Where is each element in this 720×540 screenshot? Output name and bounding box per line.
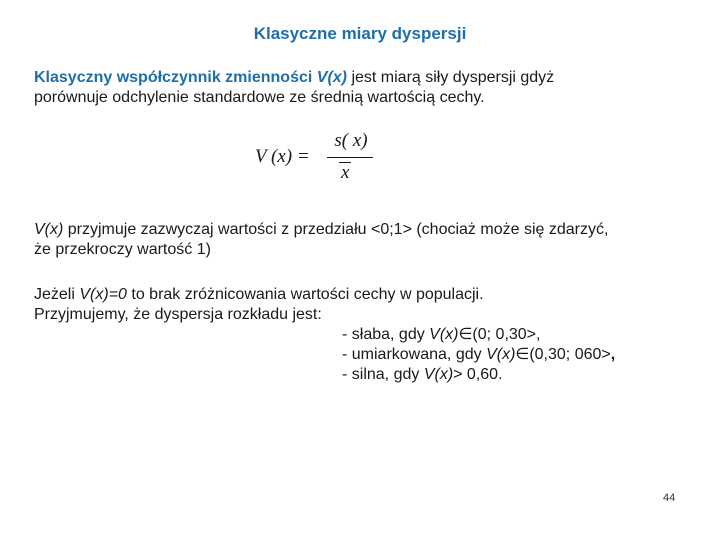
- list-item-strong: [34, 365, 694, 385]
- classification-prefix: Jeżeli: [34, 286, 80, 303]
- range-line-1: [34, 220, 694, 240]
- item-symbol: V(x): [429, 326, 459, 343]
- item-text: - słaba, gdy: [342, 326, 430, 343]
- definition-line-1: [34, 68, 694, 88]
- definition-line-2: porównuje odchylenie standardowe ze średnią wartością cechy.: [34, 89, 485, 106]
- list-item-weak: [34, 325, 694, 345]
- classification-rest: to brak zróżnicowania wartości cechy w populacji.: [126, 286, 484, 303]
- fraction-bar: [327, 157, 373, 158]
- formula-denominator: [339, 162, 351, 184]
- item-range: ∈(0,30; 060>: [515, 346, 611, 363]
- range-rest: przyjmuje zazwyczaj wartości z przedziału <0;1> (chociaż może się zdarzyć,: [63, 221, 609, 238]
- item-range: ∈(0; 0,30>,: [458, 326, 541, 343]
- item-text: - silna, gdy: [342, 366, 424, 383]
- definition-term: Klasyczny współczynnik zmienności: [34, 69, 317, 86]
- definition-symbol: V(x): [316, 69, 347, 86]
- paragraph-definition: [34, 68, 694, 108]
- paragraph-range: [34, 220, 694, 260]
- classification-line-1: [34, 285, 694, 305]
- classification-line-2: Przyjmujemy, że dyspersja rozkładu jest:: [34, 306, 322, 323]
- item-symbol: V(x): [423, 366, 454, 383]
- classification-condition: V(x)=0: [79, 286, 127, 303]
- item-symbol: V(x): [486, 346, 516, 363]
- range-symbol: V(x): [34, 221, 64, 238]
- definition-rest: jest miarą siły dyspersji gdyż: [347, 69, 555, 86]
- item-tail: ,: [610, 346, 616, 363]
- slide-title: Klasyczne miary dyspersji: [253, 24, 467, 43]
- formula-numerator: s( x): [334, 130, 368, 151]
- page-number: 44: [663, 492, 676, 504]
- item-range: > 0,60.: [453, 366, 503, 383]
- range-line-2: że przekroczy wartość 1): [34, 241, 211, 258]
- list-item-moderate: [34, 345, 694, 365]
- item-text: - umiarkowana, gdy: [342, 346, 487, 363]
- formula: [255, 128, 395, 192]
- mean-x: x: [341, 162, 350, 183]
- paragraph-classification: [34, 285, 694, 385]
- formula-lhs: V (x) =: [255, 146, 310, 167]
